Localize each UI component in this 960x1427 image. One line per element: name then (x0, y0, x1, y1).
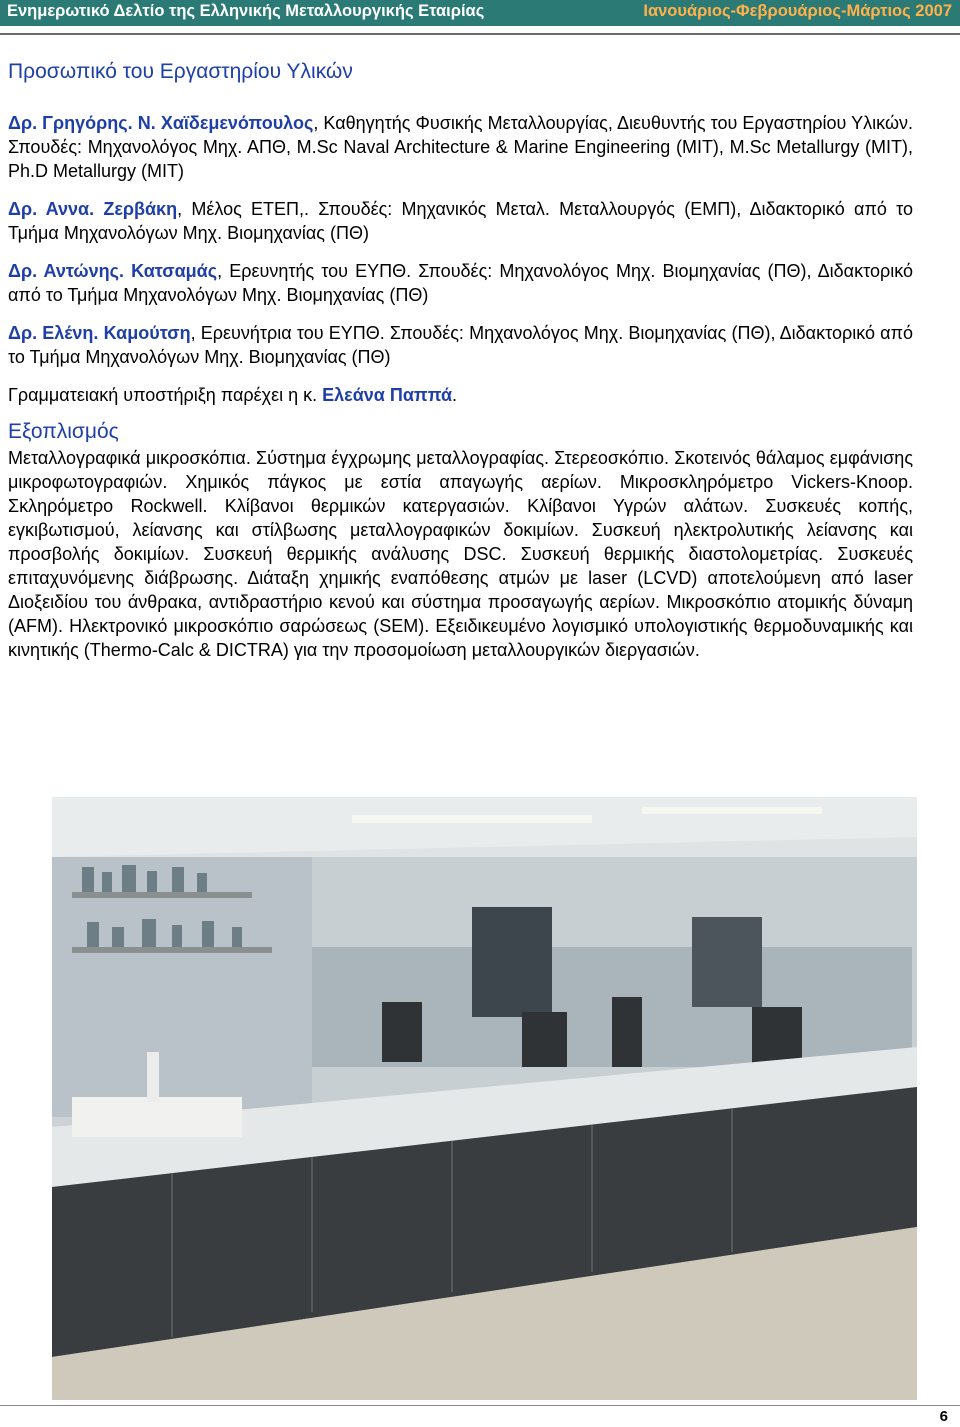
article-body (8, 58, 913, 662)
issue-date: Ιανουάριος-Φεβρουάριος-Μάρτιος 2007 (643, 2, 952, 20)
staff-name-1: Δρ. Γρηγόρης. Ν. Χαϊδεμενόπουλος (8, 113, 314, 133)
staff-entry-4 (8, 321, 913, 369)
secretary-name: Ελεάνα Παππά (322, 385, 453, 405)
staff-entry-2 (8, 197, 913, 245)
secretarial-support: Γραμματειακή υποστήριξη παρέχει η κ. Ελεάνα Παππά. (8, 385, 458, 405)
laboratory-photo (52, 797, 917, 1400)
staff-heading: Προσωπικό του Εργαστηρίου Υλικών (8, 60, 353, 83)
newsletter-title: Ενημερωτικό Δελτίο της Ελληνικής Μεταλλουργικής Εταιρίας (7, 2, 485, 20)
staff-desc-4: , Ερευνήτρια του ΕΥΠΘ. Σπουδές: Μηχανολόγος Μηχ. Βιομηχανίας (ΠΘ), Διδακτορικό από το Τμήμα Μηχανολόγων Μηχ. Βιομηχανίας (ΠΘ) (8, 323, 914, 367)
equipment-text: Μεταλλογραφικά μικροσκόπια. Σύστημα έγχρωμης μεταλλογραφίας. Στερεοσκόπιο. Σκοτεινός θάλαμος εμφάνισης μικροφωτογραφιών. Χημικός πάγκος με εστία απαγωγής αερίων. Μικροσκληρόμετρο Vickers-Knoop. Σκληρόμετρο Rockwell. Κλίβανοι θερμικών κατεργασιών. Κλίβανοι Υγρών αλάτων. Συσκευές κοπής, εγκιβωτισμού, λείανσης και στίλβωσης μεταλλογραφικών δοκιμίων. Συσκευή ηλεκτρολυτικής λείανσης και προσβολής δοκιμίων. Συσκευή θερμικής ανάλυσης DSC. Συσκευή θερμικής διαστολομετρίας. Συσκευές επιταχυνόμενης διάβρωσης. Διάταξη χημικής εναπόθεσης ατμών με laser (LCVD) αποτελούμενη από laser Διοξειδίου του άνθρακα, αντιδραστήριο κενού και σύστημα προσαγωγής αερίων. Μικροσκόπιο ατομικής δύναμη (AFM). Ηλεκτρονικό μικροσκόπιο σαρώσεως (SEM). Εξειδικευμένο λογισμικό υπολογιστικής θερμοδυναμικής και κινητικής (Thermo-Calc & DICTRA) για την προσομοίωση μεταλλουργικών διεργασιών. (8, 448, 913, 660)
staff-name-3: Δρ. Αντώνης. Κατσαμάς (8, 261, 218, 281)
staff-entry-1 (8, 111, 913, 183)
footer-rule (0, 1405, 960, 1406)
staff-desc-2: , Μέλος ΕΤΕΠ,. Σπουδές: Μηχανικός Μεταλ. Μεταλλουργός (ΕΜΠ), Διδακτορικό από το Τμήμα Μηχανολόγων Μηχ. Βιομηχανίας (ΠΘ) (8, 199, 913, 243)
header-rule (0, 33, 960, 35)
page-number: 6 (939, 1408, 948, 1425)
staff-name-4: Δρ. Ελένη. Καμούτση (8, 323, 191, 343)
page-header (0, 0, 960, 26)
equipment-heading: Εξοπλισμός (8, 420, 119, 443)
staff-desc-1: , Καθηγητής Φυσικής Μεταλλουργίας, Διευθυντής του Εργαστηρίου Υλικών. Σπουδές: Μηχανολόγος Μηχ. ΑΠΘ, M.Sc Naval Architecture & Marine Engineering (MIT), M.Sc Metallurgy (MIT), Ph.D Metallurgy (MIT) (8, 113, 913, 181)
staff-entry-3 (8, 259, 913, 307)
staff-name-2: Δρ. Αννα. Ζερβάκη (8, 199, 178, 219)
staff-desc-3: , Ερευνητής του ΕΥΠΘ. Σπουδές: Μηχανολόγος Μηχ. Βιομηχανίας (ΠΘ), Διδακτορικό από το Τμήμα Μηχανολόγων Μηχ. Βιομηχανίας (ΠΘ) (8, 261, 913, 305)
